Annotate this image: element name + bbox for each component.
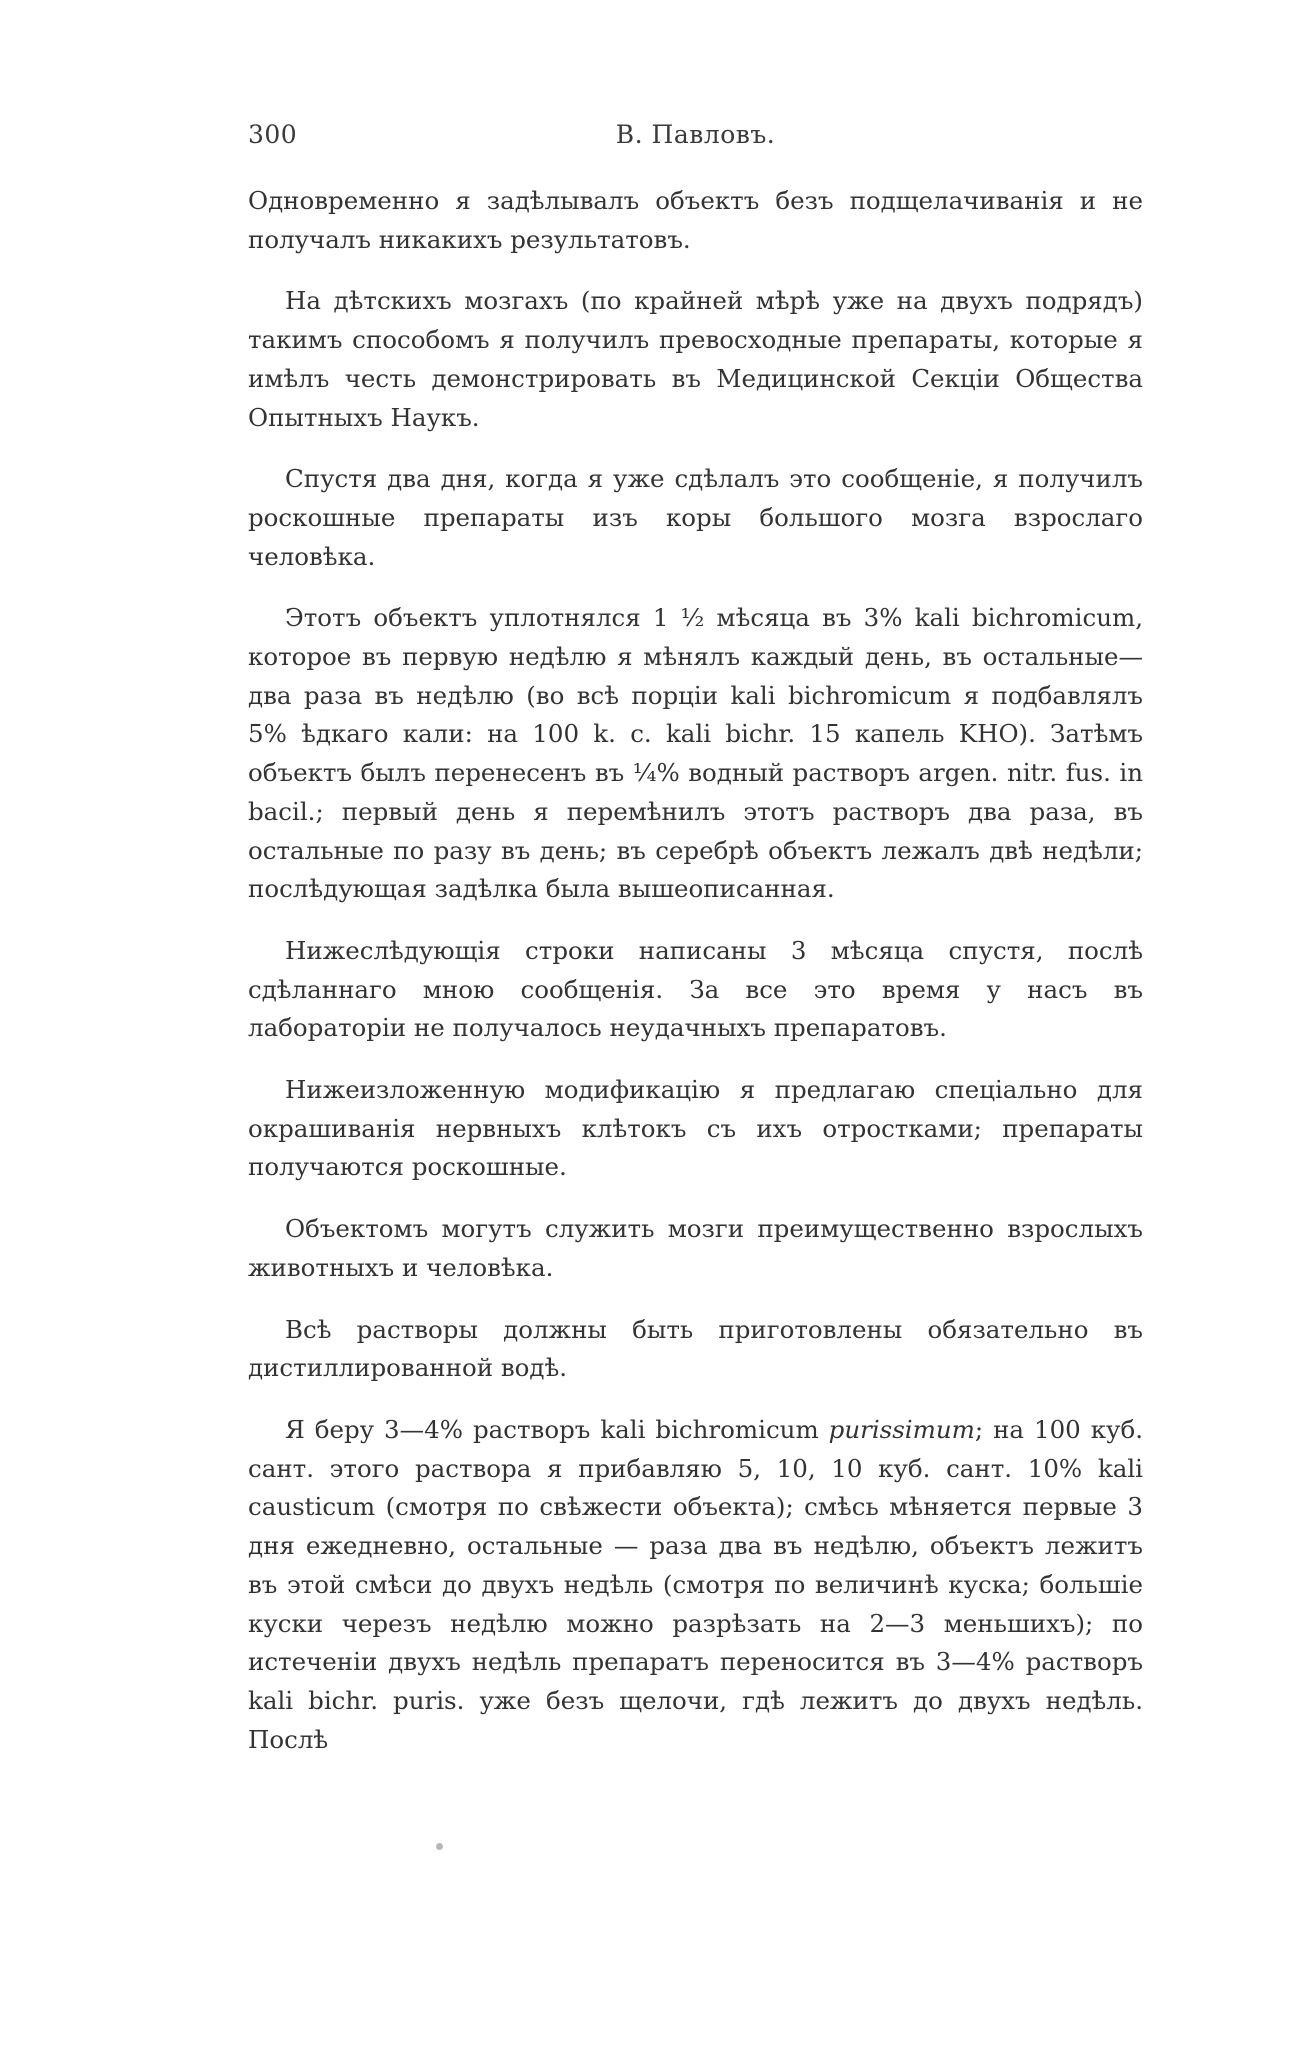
page-header xyxy=(248,120,1143,160)
paragraph: Всѣ растворы должны быть приготовлены обязательно въ дистиллированной водѣ. xyxy=(248,1314,1143,1383)
paragraph: Этотъ объектъ уплотнялся 1 ½ мѣсяца въ 3% kali bichromicum, которое въ первую недѣлю я мѣнялъ каждый день, въ остальные—два раза въ недѣлю (во всѣ порціи kali bichromicum я подбавлялъ 5% ѣдкаго кали: на 100 k. c. kali bichr. 15 капель KHO). Затѣмъ объектъ былъ перенесенъ въ ¼% водный растворъ argen. nitr. fus. in bacil.; первый день я перемѣнилъ этотъ растворъ два раза, въ остальные по разу въ день; въ серебрѣ объектъ лежалъ двѣ недѣли; послѣдующая задѣлка была вышеописанная. xyxy=(248,603,1143,904)
body-text xyxy=(248,182,1143,1782)
paragraph-last xyxy=(248,1411,1143,1759)
text-run: ; на 100 куб. сант. этого раствора я прибавляю 5, 10, 10 куб. сант. 10% kali causticum (смотря по свѣжести объекта); смѣсь мѣняется первые 3 дня ежедневно, остальные — раза два въ недѣлю, объектъ лежитъ въ этой смѣси до двухъ недѣль (смотря по величинѣ куска; большіе куски черезъ недѣлю можно разрѣзать на 2—3 меньшихъ); по истеченіи двухъ недѣль препаратъ переносится въ 3—4% растворъ kali bichr. puris. уже безъ щелочи, гдѣ лежитъ до двухъ недѣль. Послѣ xyxy=(248,1414,1143,1754)
paragraph: Спустя два дня, когда я уже сдѣлалъ это сообщеніе, я получилъ роскошные препараты изъ коры большого мозга взрослаго человѣка. xyxy=(248,464,1143,571)
paragraph: Одновременно я задѣлывалъ объектъ безъ подщелачиванія и не получалъ никакихъ результатовъ. xyxy=(248,186,1143,254)
paragraph: На дѣтскихъ мозгахъ (по крайней мѣрѣ уже на двухъ подрядъ) такимъ способомъ я получилъ превосходные препараты, которые я имѣлъ честь демонстрировать въ Медицинской Секціи Общества Опытныхъ Наукъ. xyxy=(248,286,1143,432)
paragraph: Нижеслѣдующія строки написаны 3 мѣсяца спустя, послѣ сдѣланнаго мною сообщенія. За все это время у насъ въ лабораторіи не получалось неудачныхъ препаратовъ. xyxy=(248,935,1143,1043)
italic-term: purissimum xyxy=(828,1414,975,1444)
page-number: 300 xyxy=(248,120,298,149)
text-run: Я беру 3—4% растворъ kali bichromicum xyxy=(285,1414,829,1444)
paragraph: Нижеизложенную модификацію я предлагаю спеціально для окрашиванія нервныхъ клѣтокъ съ ихъ отростками; препараты получаются роскошные. xyxy=(248,1075,1143,1182)
paragraph: Объектомъ могутъ служить мозги преимущественно взрослыхъ животныхъ и человѣка. xyxy=(248,1214,1143,1282)
running-head: В. Павловъ. xyxy=(615,120,776,149)
print-speck xyxy=(436,1843,443,1850)
